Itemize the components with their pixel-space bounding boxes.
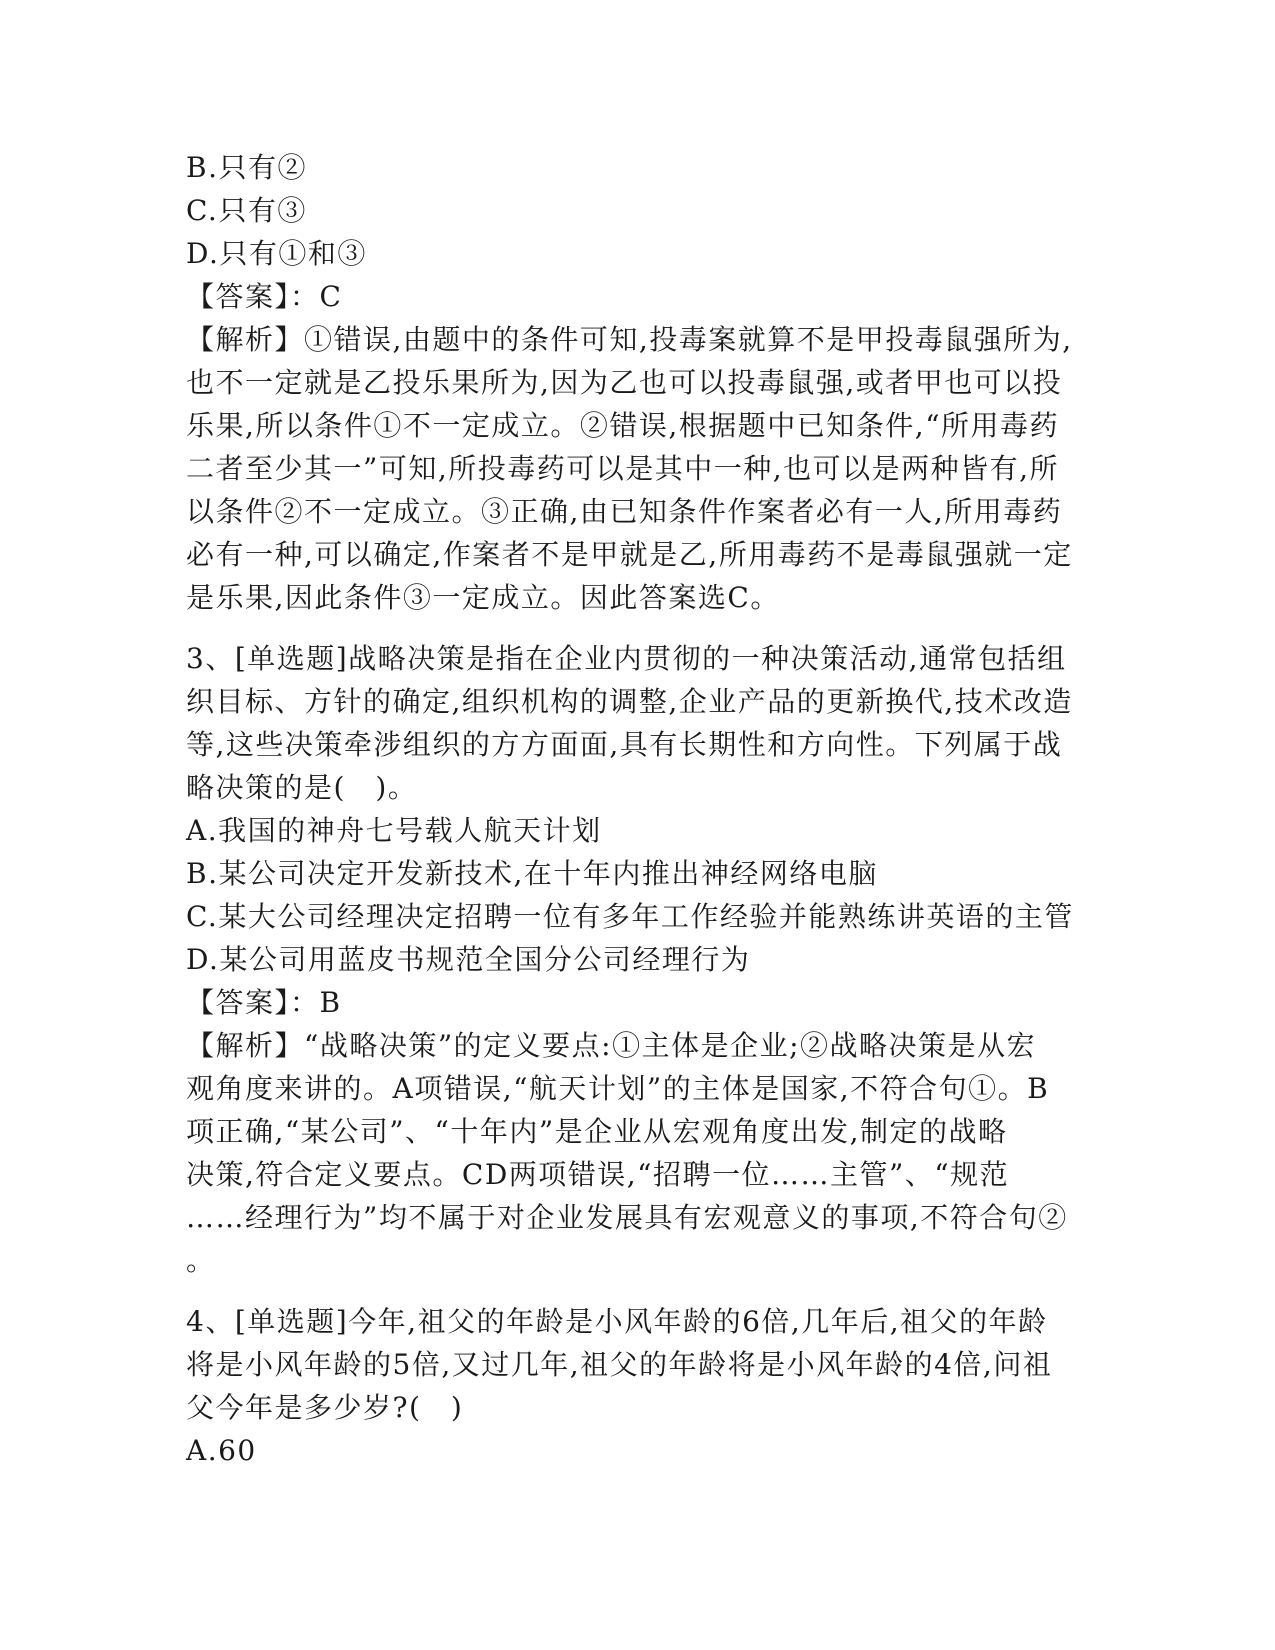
question-stem-line: 略决策的是( )。 bbox=[186, 771, 418, 804]
question-2-continued bbox=[186, 146, 1086, 619]
question-stem-line: 织目标、方针的确定,组织机构的调整,企业产品的更新换代,技术改造 bbox=[186, 685, 1073, 718]
analysis-line: 【解析】“战略决策”的定义要点:①主体是企业;②战略决策是从宏 bbox=[186, 1029, 1036, 1062]
analysis-line: 项正确,“某公司”、“十年内”是企业从宏观角度出发,制定的战略 bbox=[186, 1115, 1008, 1148]
question-stem-line: 3、[单选题]战略决策是指在企业内贯彻的一种决策活动,通常包括组 bbox=[186, 642, 1067, 675]
option-a: A.我国的神舟七号载人航天计划 bbox=[186, 814, 602, 847]
analysis-line: 观角度来讲的。A项错误,“航天计划”的主体是国家,不符合句①。B bbox=[186, 1072, 1050, 1105]
question-stem-line: 将是小风年龄的5倍,又过几年,祖父的年龄将是小风年龄的4倍,问祖 bbox=[186, 1348, 1053, 1381]
question-4 bbox=[186, 1300, 1086, 1472]
spacer bbox=[186, 1282, 1086, 1300]
page-content bbox=[186, 146, 1086, 1472]
option-c: C.只有③ bbox=[186, 194, 307, 227]
analysis-line: 是乐果,因此条件③一定成立。因此答案选C。 bbox=[186, 581, 780, 614]
option-b: B.某公司决定开发新技术,在十年内推出神经网络电脑 bbox=[186, 857, 878, 890]
option-a: A.60 bbox=[186, 1434, 257, 1467]
analysis-line: 决策,符合定义要点。CD两项错误,“招聘一位……主管”、“规范 bbox=[186, 1158, 1010, 1191]
spacer bbox=[186, 619, 1086, 637]
question-stem-line: 4、[单选题]今年,祖父的年龄是小风年龄的6倍,几年后,祖父的年龄 bbox=[186, 1305, 1048, 1338]
question-stem-line: 父今年是多少岁?( ) bbox=[186, 1391, 464, 1424]
option-b: B.只有② bbox=[186, 151, 307, 184]
analysis-line: 以条件②不一定成立。③正确,由已知条件作案者必有一人,所用毒药 bbox=[186, 495, 1063, 528]
option-d: D.只有①和③ bbox=[186, 237, 367, 270]
analysis-line: 必有一种,可以确定,作案者不是甲就是乙,所用毒药不是毒鼠强就一定 bbox=[186, 538, 1073, 571]
analysis-line: 乐果,所以条件①不一定成立。②错误,根据题中已知条件,“所用毒药 bbox=[186, 409, 1060, 442]
analysis-line: ……经理行为”均不属于对企业发展具有宏观意义的事项,不符合句② bbox=[186, 1201, 1068, 1234]
option-d: D.某公司用蓝皮书规范全国分公司经理行为 bbox=[186, 943, 751, 976]
analysis-line: 【解析】①错误,由题中的条件可知,投毒案就算不是甲投毒鼠强所为, bbox=[186, 323, 1073, 356]
analysis-line: 也不一定就是乙投乐果所为,因为乙也可以投毒鼠强,或者甲也可以投 bbox=[186, 366, 1063, 399]
answer: 【答案】：C bbox=[186, 280, 343, 313]
analysis-line: 二者至少其一”可知,所投毒药可以是其中一种,也可以是两种皆有,所 bbox=[186, 452, 1060, 485]
analysis-line: 。 bbox=[186, 1244, 216, 1277]
answer: 【答案】：B bbox=[186, 986, 342, 1019]
question-3 bbox=[186, 637, 1086, 1282]
question-stem-line: 等,这些决策牵涉组织的方方面面,具有长期性和方向性。下列属于战 bbox=[186, 728, 1063, 761]
option-c: C.某大公司经理决定招聘一位有多年工作经验并能熟练讲英语的主管 bbox=[186, 900, 1074, 933]
